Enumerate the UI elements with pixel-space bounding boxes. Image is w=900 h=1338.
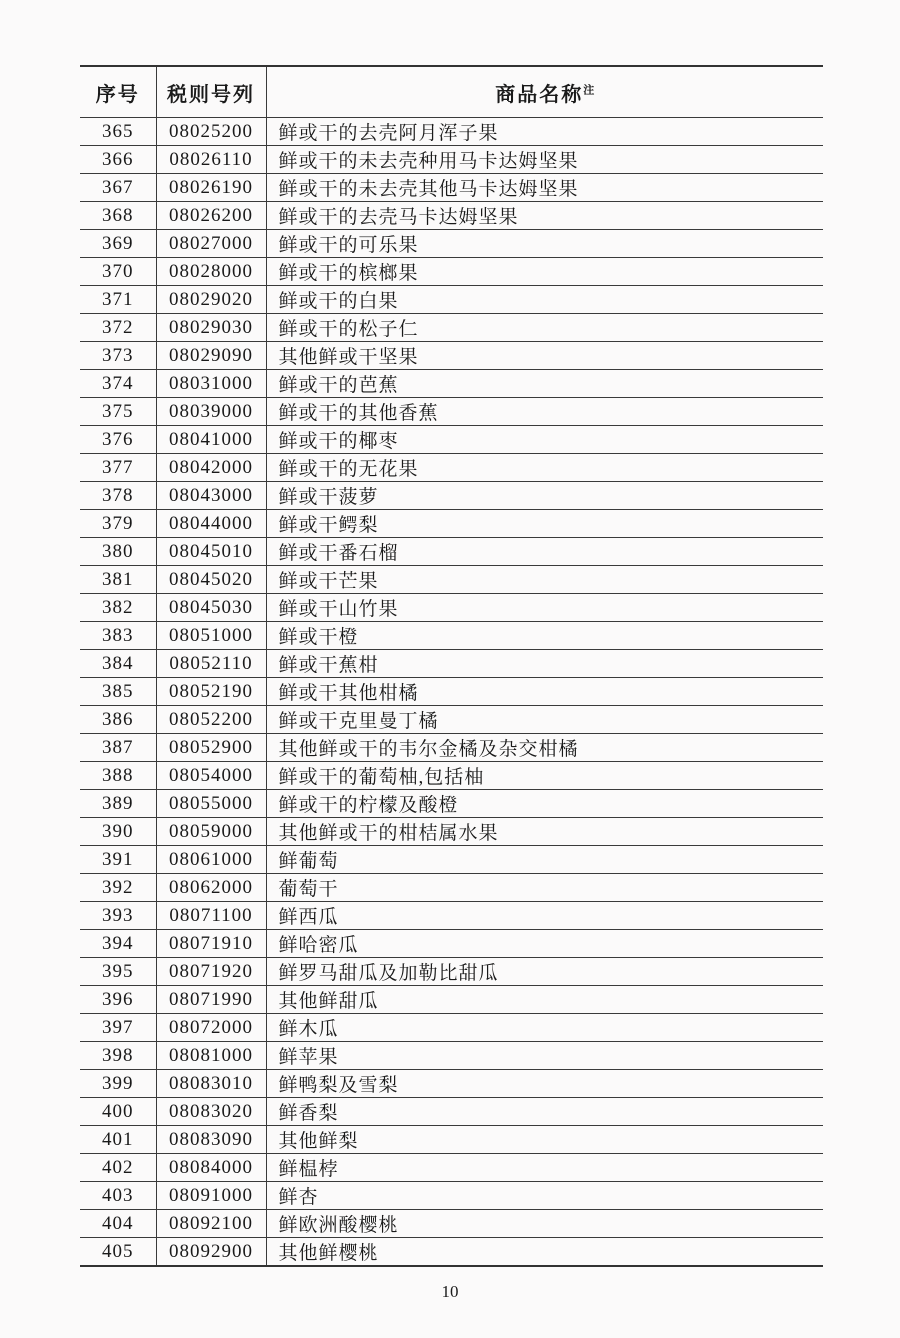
row-number: 396: [80, 986, 156, 1014]
header-row: [80, 66, 823, 118]
tariff-code: 08071100: [156, 902, 266, 930]
product-name: 鲜或干山竹果: [266, 594, 823, 622]
tariff-code: 08041000: [156, 426, 266, 454]
table-row: [80, 986, 823, 1014]
product-name: 其他鲜或干的柑桔属水果: [266, 818, 823, 846]
product-name: 鲜或干鳄梨: [266, 510, 823, 538]
table-row: [80, 1154, 823, 1182]
product-name: 鲜或干蕉柑: [266, 650, 823, 678]
row-number: 373: [80, 342, 156, 370]
row-number: 374: [80, 370, 156, 398]
table-row: [80, 510, 823, 538]
product-name: 葡萄干: [266, 874, 823, 902]
table-row: [80, 1126, 823, 1154]
table-row: [80, 258, 823, 286]
product-name: 鲜或干的白果: [266, 286, 823, 314]
table-row: [80, 370, 823, 398]
row-number: 366: [80, 146, 156, 174]
tariff-code: 08055000: [156, 790, 266, 818]
tariff-code: 08031000: [156, 370, 266, 398]
product-name: 其他鲜或干坚果: [266, 342, 823, 370]
table-row: [80, 846, 823, 874]
tariff-code: 08052110: [156, 650, 266, 678]
tariff-code: 08083010: [156, 1070, 266, 1098]
product-name: 鲜榅桲: [266, 1154, 823, 1182]
table-row: [80, 622, 823, 650]
tariff-code: 08029030: [156, 314, 266, 342]
table-row: [80, 454, 823, 482]
product-name: 鲜或干橙: [266, 622, 823, 650]
tariff-code: 08045010: [156, 538, 266, 566]
tariff-code: 08081000: [156, 1042, 266, 1070]
tariff-code: 08044000: [156, 510, 266, 538]
tariff-code: 08072000: [156, 1014, 266, 1042]
table-row: [80, 146, 823, 174]
tariff-code: 08026190: [156, 174, 266, 202]
row-number: 375: [80, 398, 156, 426]
product-name: 鲜或干的槟榔果: [266, 258, 823, 286]
tariff-code: 08052200: [156, 706, 266, 734]
row-number: 402: [80, 1154, 156, 1182]
product-name: 鲜或干芒果: [266, 566, 823, 594]
product-name: 鲜或干的未去壳种用马卡达姆坚果: [266, 146, 823, 174]
product-name: 鲜鸭梨及雪梨: [266, 1070, 823, 1098]
table-row: [80, 314, 823, 342]
tariff-code: 08052900: [156, 734, 266, 762]
tariff-code: 08084000: [156, 1154, 266, 1182]
product-name: 鲜或干的松子仁: [266, 314, 823, 342]
row-number: 401: [80, 1126, 156, 1154]
row-number: 365: [80, 118, 156, 146]
row-number: 400: [80, 1098, 156, 1126]
product-name: 鲜木瓜: [266, 1014, 823, 1042]
row-number: 399: [80, 1070, 156, 1098]
row-number: 393: [80, 902, 156, 930]
row-number: 381: [80, 566, 156, 594]
tariff-code: 08059000: [156, 818, 266, 846]
tariff-code: 08092900: [156, 1238, 266, 1267]
tariff-code: 08061000: [156, 846, 266, 874]
header-code: 税则号列: [156, 66, 266, 118]
row-number: 398: [80, 1042, 156, 1070]
tariff-code: 08043000: [156, 482, 266, 510]
table-row: [80, 1098, 823, 1126]
tariff-code: 08027000: [156, 230, 266, 258]
row-number: 383: [80, 622, 156, 650]
table-row: [80, 482, 823, 510]
product-name: 鲜哈密瓜: [266, 930, 823, 958]
product-name: 鲜或干的其他香蕉: [266, 398, 823, 426]
product-name: 鲜香梨: [266, 1098, 823, 1126]
tariff-code: 08029020: [156, 286, 266, 314]
table-row: [80, 566, 823, 594]
row-number: 380: [80, 538, 156, 566]
product-name: 鲜罗马甜瓜及加勒比甜瓜: [266, 958, 823, 986]
row-number: 391: [80, 846, 156, 874]
row-number: 405: [80, 1238, 156, 1267]
product-name: 鲜杏: [266, 1182, 823, 1210]
table-row: [80, 930, 823, 958]
table-row: [80, 958, 823, 986]
product-name: 鲜或干的未去壳其他马卡达姆坚果: [266, 174, 823, 202]
tariff-table: [80, 65, 823, 1267]
table-row: [80, 1210, 823, 1238]
table-row: [80, 1182, 823, 1210]
product-name: 鲜或干其他柑橘: [266, 678, 823, 706]
product-name: 鲜西瓜: [266, 902, 823, 930]
product-name: 鲜或干的去壳阿月浑子果: [266, 118, 823, 146]
row-number: 368: [80, 202, 156, 230]
tariff-code: 08025200: [156, 118, 266, 146]
table-row: [80, 1238, 823, 1267]
table-row: [80, 118, 823, 146]
product-name: 鲜欧洲酸樱桃: [266, 1210, 823, 1238]
row-number: 397: [80, 1014, 156, 1042]
product-name: 鲜或干番石榴: [266, 538, 823, 566]
row-number: 388: [80, 762, 156, 790]
header-name-label: 商品名称: [495, 83, 584, 106]
table-row: [80, 818, 823, 846]
product-name: 鲜或干的去壳马卡达姆坚果: [266, 202, 823, 230]
tariff-code: 08045030: [156, 594, 266, 622]
tariff-code: 08092100: [156, 1210, 266, 1238]
row-number: 385: [80, 678, 156, 706]
product-name: 鲜或干的芭蕉: [266, 370, 823, 398]
row-number: 369: [80, 230, 156, 258]
table-row: [80, 538, 823, 566]
tariff-code: 08091000: [156, 1182, 266, 1210]
row-number: 389: [80, 790, 156, 818]
row-number: 376: [80, 426, 156, 454]
table-row: [80, 230, 823, 258]
tariff-code: 08039000: [156, 398, 266, 426]
row-number: 367: [80, 174, 156, 202]
table-row: [80, 202, 823, 230]
tariff-code: 08071910: [156, 930, 266, 958]
row-number: 404: [80, 1210, 156, 1238]
product-name: 鲜或干克里曼丁橘: [266, 706, 823, 734]
tariff-code: 08045020: [156, 566, 266, 594]
tariff-code: 08042000: [156, 454, 266, 482]
tariff-code: 08052190: [156, 678, 266, 706]
table-row: [80, 1070, 823, 1098]
tariff-code: 08083020: [156, 1098, 266, 1126]
tariff-code: 08071920: [156, 958, 266, 986]
table-row: [80, 762, 823, 790]
row-number: 403: [80, 1182, 156, 1210]
row-number: 390: [80, 818, 156, 846]
product-name: 鲜苹果: [266, 1042, 823, 1070]
row-number: 372: [80, 314, 156, 342]
product-name: 鲜葡萄: [266, 846, 823, 874]
table-row: [80, 286, 823, 314]
product-name: 鲜或干的无花果: [266, 454, 823, 482]
table-body: [80, 118, 823, 1267]
table-row: [80, 650, 823, 678]
product-name: 鲜或干菠萝: [266, 482, 823, 510]
table-row: [80, 426, 823, 454]
product-name: 鲜或干的椰枣: [266, 426, 823, 454]
row-number: 378: [80, 482, 156, 510]
product-name: 其他鲜甜瓜: [266, 986, 823, 1014]
tariff-code: 08054000: [156, 762, 266, 790]
table-row: [80, 1014, 823, 1042]
product-name: 其他鲜或干的韦尔金橘及杂交柑橘: [266, 734, 823, 762]
row-number: 386: [80, 706, 156, 734]
tariff-code: 08026110: [156, 146, 266, 174]
tariff-code: 08083090: [156, 1126, 266, 1154]
tariff-code: 08051000: [156, 622, 266, 650]
table-row: [80, 1042, 823, 1070]
header-note-superscript: 注: [583, 83, 595, 96]
table-header: [80, 66, 823, 118]
table-row: [80, 790, 823, 818]
row-number: 371: [80, 286, 156, 314]
table-row: [80, 678, 823, 706]
table-row: [80, 594, 823, 622]
tariff-code: 08062000: [156, 874, 266, 902]
tariff-code: 08071990: [156, 986, 266, 1014]
table-row: [80, 902, 823, 930]
row-number: 382: [80, 594, 156, 622]
product-name: 鲜或干的葡萄柚,包括柚: [266, 762, 823, 790]
table-row: [80, 398, 823, 426]
table-row: [80, 874, 823, 902]
row-number: 392: [80, 874, 156, 902]
row-number: 379: [80, 510, 156, 538]
table-row: [80, 734, 823, 762]
header-name: [266, 66, 823, 118]
table-row: [80, 706, 823, 734]
row-number: 377: [80, 454, 156, 482]
row-number: 394: [80, 930, 156, 958]
row-number: 387: [80, 734, 156, 762]
row-number: 370: [80, 258, 156, 286]
row-number: 395: [80, 958, 156, 986]
product-name: 其他鲜樱桃: [266, 1238, 823, 1267]
product-name: 鲜或干的柠檬及酸橙: [266, 790, 823, 818]
product-name: 其他鲜梨: [266, 1126, 823, 1154]
tariff-code: 08029090: [156, 342, 266, 370]
tariff-code: 08026200: [156, 202, 266, 230]
row-number: 384: [80, 650, 156, 678]
table-row: [80, 174, 823, 202]
page-number: 10: [441, 1282, 459, 1301]
tariff-code: 08028000: [156, 258, 266, 286]
table-row: [80, 342, 823, 370]
product-name: 鲜或干的可乐果: [266, 230, 823, 258]
header-seq: 序号: [80, 66, 156, 118]
